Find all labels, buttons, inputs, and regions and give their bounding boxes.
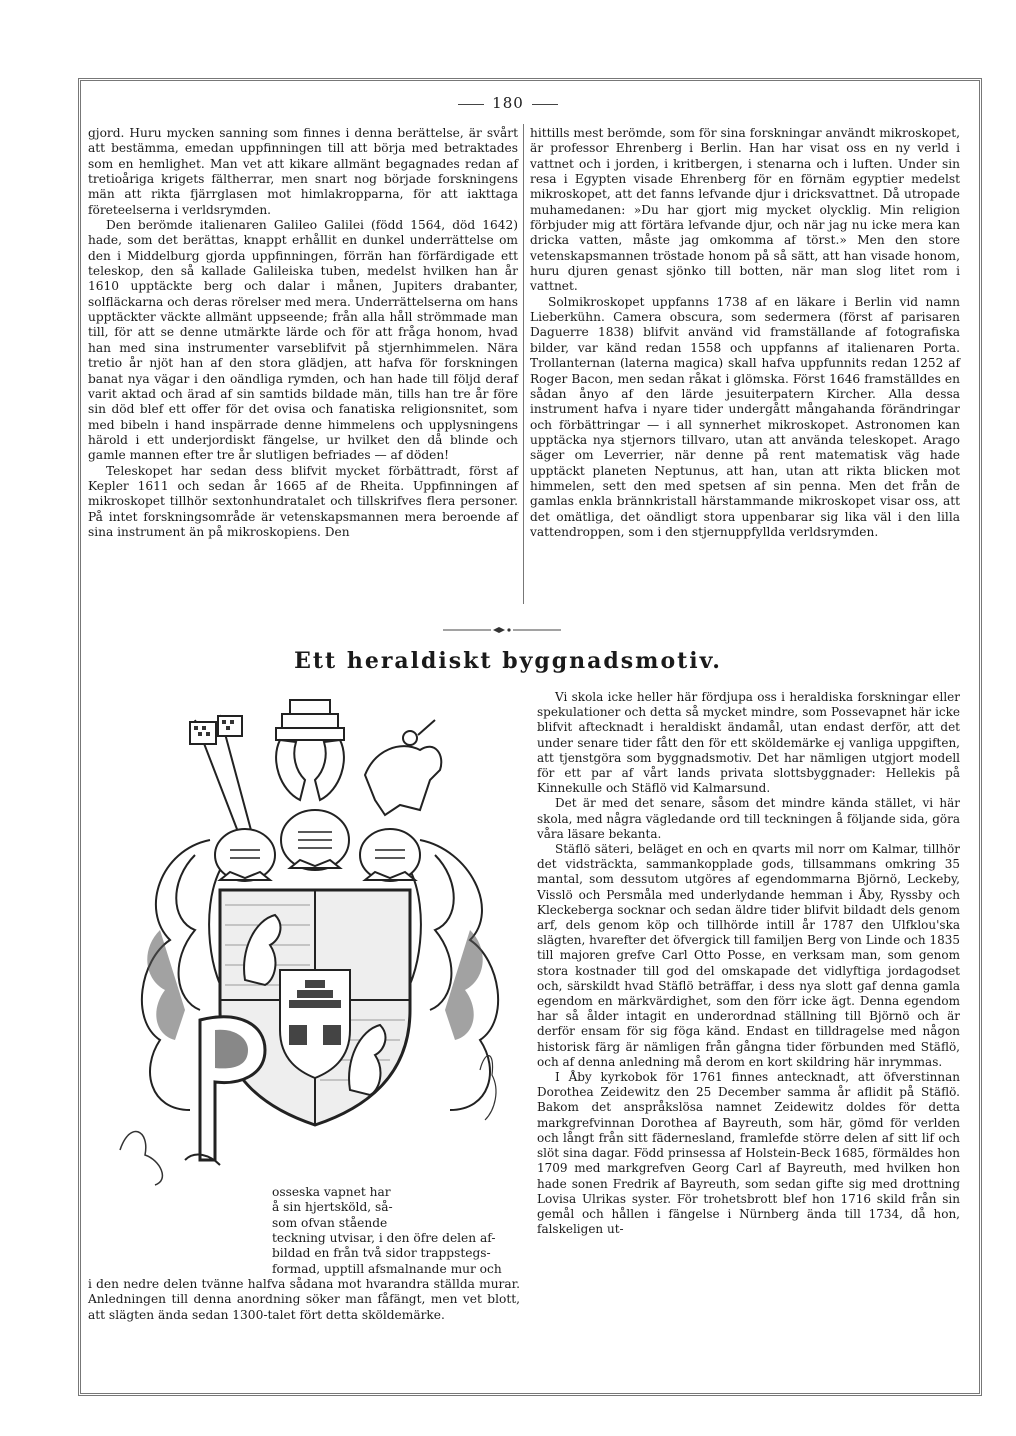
caption-line: osseska vapnet har	[272, 1185, 391, 1199]
caption-line: teckning utvisar, i den öfre delen af-	[272, 1231, 496, 1246]
caption-block	[272, 1185, 520, 1277]
paragraph: Vi skola icke heller här fördjupa oss i heraldiska forskningar eller spekulationer och detta så mycket mindre, som Possevapnet här icke blifvit aftecknadt i heraldiskt ändamål, utan endast derför, att det under senare tider fått den för ett sköldemärke ej vanliga uppgiften, att tjenstgöra som byggnadsmotiv. Det har nämligen utgjort modell för ett par af vårt lands privata slottsbyggnader: Hellekis på Kinnekulle och Stäflö vid Kalmarsund.	[537, 690, 960, 796]
paragraph: hittills mest berömde, som för sina forskningar användt mikroskopet, är professor Ehrenberg i Berlin. Han har visat oss en ny verld i vattnet och i jorden, i kritbergen, i stenarna och i luften. Under sin resa i Egypten visade Ehrenberg för en förnäm egyptier medelst mikroskopet, att det fanns lefvande djur i dricksvattnet. Då utropade muhamedanen: »Du har gjort mig mycket olycklig. Min religion förbjuder mig att förtära lefvande djur, och när jag nu icke mera kan dricka vatten, måste jag omkomma af törst.» Men den store vetenskapsmannen tröstade honom på så sätt, att han visade honom, huru djuren genast sjönko till botten, när man slog litet rom i vattnet.	[530, 126, 960, 294]
caption-line: formad, upptill afsmalnande mur och	[272, 1261, 502, 1276]
column-rule	[523, 124, 524, 604]
page-number: 180	[0, 94, 1016, 112]
decorative-initial-p	[180, 1010, 270, 1170]
section-divider-ornament	[443, 626, 561, 634]
caption-continuation	[88, 1277, 520, 1323]
caption-line: å sin hjertsköld, så-	[272, 1200, 393, 1215]
paragraph: Den berömde italienaren Galileo Galilei (född 1564, död 1642) hade, som det berättas, knappt erhållit en dunkel underrättelse om den i Middelburg gjorda uppfinningen, förrän han förfärdigade ett teleskop, den så kallade Galileiska tuben, medelst hvilken han år 1610 upptäckte berg och dalar i månen, Jupiters drabanter, solfläckarna och deras rörelser med mera. Underrättelserna om hans upptäckter väckte allmänt uppseende; från alla håll strömmade man till, för att se denne utmärkte lärde och för att fråga honom, hvad han med sina instrumenter varseblifvit på stjernhimmelen. Nära tretio år njöt han af den stora glädjen, att hafva för forskningen banat nya vägar i den oändliga rymden, och han hade till följd deraf varit aktad och ärad af sin samtids bildade män, tills han tre år före sin död blef ett offer för det ovisa och fanatiska religionsnitet, som med bibeln i hand inspärrade denne himmelens och upplysningens härold i ett underjordiskt fängelse, ur hvilket den då blinde och gamle mannen efter tre år slutligen befriades — af döden!	[88, 218, 518, 463]
paragraph: Det är med det senare, såsom det mindre kända stället, vi här skola, med några vägledande ord till teckningen å följande sida, göra våra läsare bekanta.	[537, 796, 960, 841]
paragraph: Solmikroskopet uppfanns 1738 af en läkare i Berlin vid namn Lieberkühn. Camera obscura, som sedermera (först af parisaren Daguerre 1838) blifvit använd vid framställande af fotografiska bilder, var känd redan 1558 och uppfanns af italienaren Porta. Trollanternan (laterna magica) skall hafva uppfunnits redan 1252 af Roger Bacon, men sedan råkat i glömska. Först 1646 framställdes en sådan ånyo af den lärde jesuiterpatern Kircher. Alla dessa instrument hafva i nyare tider undergått mångahanda förändringar och förbättringar — i all synnerhet mikroskopet. Astronomen kan upptäcka nya stjernors tillvaro, utan att använda teleskopet. Arago säger om Leverrier, när denne på rent matematisk väg hade upptäckt planeten Neptunus, att han, utan att rikta blicken mot himmelen, sett den med spetsen af sin penna. Men det från de gamlas enkla brännkristall härstammande mikroskopet visar oss, att det omätliga, det oändligt stora uppenbarar sig lika väl i den lilla vattendroppen, som i den stjernuppfyllda verldsrymden.	[530, 294, 960, 539]
paragraph: gjord. Huru mycken sanning som finnes i denna berättelse, är svårt att bestämma, emedan uppfinningen till att börja med betraktades som en hemlighet. Man vet att kikare allmänt begagnades redan af tretioåriga krigets fältherrar, men snart nog började forskningens män att rikta fjärrglasen mot himlakropparna, för att iakttaga företeelserna i verldsrymden.	[88, 126, 518, 217]
paragraph: Stäflö säteri, beläget en och en qvarts mil norr om Kalmar, tillhör det vidsträckta, sammankopplade gods, tillsammans omkring 35 mantal, som dessutom utgöres af egendommarna Björnö, Leckeby, Visslö och Persmåla med underlydande hemman i Åby, Ryssby och Kleckeberga socknar och sedan äldre tider blifvit bildadt dels genom arf, dels genom köp och tillhörde intill år 1787 den Ulfklou'ska slägten, hvarefter det öfvergick till familjen Berg von Linde och 1835 till majoren grefve Carl Otto Posse, en verksam man, som genom stora kostnader till god del omskapade det vidlyftiga jordagodset och, särskildt hvad Stäflö beträffar, i dess nya slott gaf denna gamla egendom en märkvärdighet, som den förr icke ägt. Denna egendom har så ålder intagit en underordnad ställning till Björnö och är derför ensam för sig föga känd. Endast en tilldragelse med någon historisk färg är nämligen från gångna tider förbunden med Stäflö, och af denna anledning må derom en kort skildring här inrymmas.	[537, 842, 960, 1069]
caption-line: bildad en från två sidor trappstegs-	[272, 1246, 491, 1261]
coat-of-arms-illustration	[100, 680, 530, 1192]
paragraph: i den nedre delen tvänne halfva sådana mot hvarandra ställda murar. Anledningen till denna anordning söker man fåfängt, men vet blott, att slägten ända sedan 1300-talet fört detta sköldemärke.	[88, 1277, 520, 1322]
paragraph: I Åby kyrkobok för 1761 finnes antecknadt, att öfverstinnan Dorothea Zeidewitz den 25 December samma år aflidit på Stäflö. Bakom det anspråkslösa namnet Zeidewitz doldes för detta markgrefvinnan Dorothea af Bayreuth, som här, gömd för verlden och långt från sitt fädernesland, framlefde större delen af sitt lif och slöt sina dagar. Född prinsessa af Holstein-Beck 1685, förmäldes hon 1709 med markgrefven Georg Carl af Bayreuth, med hvilken hon hade sonen Fredrik af Bayreuth, som sedan gifte sig med drottning Lovisa Ulrikas syster. För trohetsbrott blef hon 1716 skild från sin gemål och hållen i fängelse i Nürnberg ända till 1734, då hon, falskeligen ut-	[537, 1070, 960, 1237]
article2-right-column	[537, 690, 960, 1237]
paragraph: Teleskopet har sedan dess blifvit mycket förbättradt, först af Kepler 1611 och sedan år 1665 af de Rheita. Uppfinningen af mikroskopet tillhör sextonhundratalet och tillskrifves flera personer. På intet forskningsområde är vetenskapsmannen mera beroende af sina instrument än på mikroskopiens. Den	[88, 463, 518, 539]
article1-left-column	[88, 126, 518, 540]
article-title: Ett heraldiskt byggnadsmotiv.	[294, 648, 722, 674]
article1-right-column	[530, 126, 960, 540]
caption-line: som ofvan stående	[272, 1215, 388, 1230]
